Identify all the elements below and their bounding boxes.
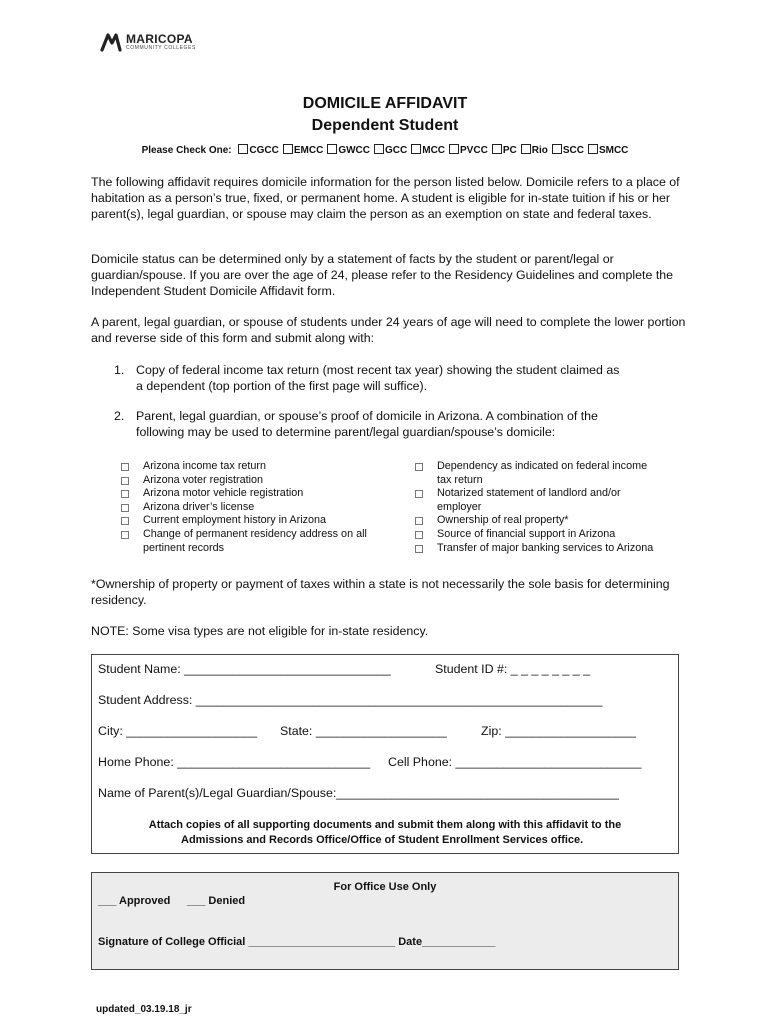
checkbox-icon bbox=[121, 517, 129, 525]
college-option-cgcc[interactable] bbox=[234, 145, 278, 156]
list-item: Change of permanent residency address on all bbox=[121, 528, 401, 542]
checkbox-icon bbox=[121, 490, 129, 498]
list-item: Dependency as indicated on federal income bbox=[415, 460, 685, 474]
official-signature-field[interactable]: Signature of College Official ________________________ Date____________ bbox=[98, 936, 496, 948]
city-field[interactable]: City: ___________________ bbox=[98, 724, 258, 738]
checkbox-icon[interactable] bbox=[552, 144, 562, 154]
logo-subtitle: COMMUNITY COLLEGES bbox=[126, 45, 196, 51]
list-item: Ownership of real property* bbox=[415, 514, 685, 528]
college-option-label: GCC bbox=[385, 145, 408, 156]
office-use-section bbox=[91, 872, 679, 970]
attach-instruction-line2: Admissions and Records Office/Office of Student Enrollment Services office. bbox=[181, 834, 584, 846]
college-option-label: SMCC bbox=[598, 145, 629, 156]
college-option-smcc[interactable] bbox=[584, 145, 628, 156]
checkbox-icon[interactable] bbox=[411, 144, 421, 154]
college-option-label: SCC bbox=[562, 145, 584, 156]
list-item-continuation: pertinent records bbox=[143, 541, 225, 554]
page-subtitle: Dependent Student bbox=[311, 117, 459, 134]
college-option-pvcc[interactable] bbox=[445, 145, 488, 156]
checkbox-icon bbox=[415, 517, 423, 525]
home-phone-field[interactable]: Home Phone: ____________________________ bbox=[98, 755, 371, 769]
parent-name-field[interactable]: Name of Parent(s)/Legal Guardian/Spouse:_________________________________________ bbox=[98, 786, 619, 800]
college-option-pc[interactable] bbox=[488, 145, 517, 156]
checkbox-icon bbox=[415, 490, 423, 498]
college-option-rio[interactable] bbox=[517, 145, 548, 156]
numbered-item-2 bbox=[114, 408, 621, 440]
college-option-label: PVCC bbox=[460, 145, 488, 156]
checkbox-icon bbox=[121, 477, 129, 485]
list-item: Source of financial support in Arizona bbox=[415, 528, 685, 542]
college-option-scc[interactable] bbox=[548, 145, 584, 156]
item-number: 2. bbox=[114, 409, 125, 423]
checkbox-icon[interactable] bbox=[283, 144, 293, 154]
cell-phone-field[interactable]: Cell Phone: ___________________________ bbox=[388, 755, 642, 769]
college-option-label: PC bbox=[502, 145, 517, 156]
checkbox-icon[interactable] bbox=[492, 144, 502, 154]
list-item: Notarized statement of landlord and/or bbox=[415, 487, 685, 501]
state-field[interactable]: State: ___________________ bbox=[280, 724, 447, 738]
college-options bbox=[234, 145, 628, 156]
student-name-field[interactable]: Student Name: ______________________________ bbox=[98, 662, 391, 676]
checkbox-icon bbox=[415, 531, 423, 539]
intro-paragraph: The following affidavit requires domicile information for the person listed below. Domicile refers to a place of habitation as a person’s true, fixed, or permanent home. A student is eligible for in-state tuition if his or her parent(s), legal guardian, or spouse may claim the person as an exemption on state and federal taxes. bbox=[91, 175, 680, 221]
list-item: Arizona voter registration bbox=[121, 474, 401, 488]
maricopa-logo-icon bbox=[100, 31, 122, 53]
college-option-label: GWCC bbox=[338, 145, 370, 156]
list-item: Current employment history in Arizona bbox=[121, 514, 401, 528]
list-item: Transfer of major banking services to Arizona bbox=[415, 542, 685, 556]
student-address-field[interactable]: Student Address: ___________________________________________________________ bbox=[98, 693, 603, 707]
ownership-footnote: *Ownership of property or payment of taxes within a state is not necessarily the sole basis for determining residency. bbox=[91, 577, 670, 607]
list-item-continuation: tax return bbox=[437, 473, 483, 486]
visa-note: NOTE: Some visa types are not eligible for in-state residency. bbox=[91, 624, 429, 638]
checkbox-icon[interactable] bbox=[238, 144, 248, 154]
checkbox-icon[interactable] bbox=[521, 144, 531, 154]
proof-list-right bbox=[415, 460, 685, 555]
college-check-row bbox=[0, 144, 770, 156]
approved-field[interactable]: ___ Approved bbox=[98, 895, 171, 907]
item-text: Parent, legal guardian, or spouse’s proof of domicile in Arizona. A combination of the following may be used to determine parent/legal guardian/spouse’s domicile: bbox=[136, 409, 598, 439]
checkbox-icon[interactable] bbox=[449, 144, 459, 154]
checkbox-icon bbox=[121, 463, 129, 471]
college-option-gwcc[interactable] bbox=[323, 145, 370, 156]
check-one-label: Please Check One: bbox=[141, 145, 232, 156]
list-item: Arizona income tax return bbox=[121, 460, 401, 474]
checkbox-icon[interactable] bbox=[327, 144, 337, 154]
checkbox-icon[interactable] bbox=[588, 144, 598, 154]
page-title: DOMICILE AFFIDAVIT bbox=[302, 95, 468, 112]
checkbox-icon bbox=[415, 545, 423, 553]
requirements-paragraph: A parent, legal guardian, or spouse of students under 24 years of age will need to complete the lower portion and reverse side of this form and submit along with: bbox=[91, 315, 686, 345]
office-use-title: For Office Use Only bbox=[333, 881, 437, 893]
zip-field[interactable]: Zip: ___________________ bbox=[481, 724, 637, 738]
maricopa-logo bbox=[100, 31, 196, 53]
student-info-form bbox=[91, 654, 679, 854]
checkbox-icon bbox=[121, 504, 129, 512]
logo-name: MARICOPA bbox=[126, 32, 193, 46]
proof-list-left bbox=[121, 460, 401, 555]
college-option-emcc[interactable] bbox=[279, 145, 323, 156]
checkbox-icon bbox=[121, 531, 129, 539]
college-option-label: EMCC bbox=[293, 145, 324, 156]
college-option-mcc[interactable] bbox=[407, 145, 445, 156]
list-item: Arizona motor vehicle registration bbox=[121, 487, 401, 501]
attach-instruction-line1: Attach copies of all supporting documents and submit them along with this affidavit to the bbox=[148, 819, 622, 831]
college-option-label: CGCC bbox=[249, 145, 279, 156]
denied-field[interactable]: ___ Denied bbox=[187, 895, 246, 907]
list-item-continuation: employer bbox=[437, 500, 482, 513]
college-option-label: Rio bbox=[531, 145, 548, 156]
item-number: 1. bbox=[114, 363, 125, 377]
numbered-item-1 bbox=[114, 362, 621, 394]
college-option-label: MCC bbox=[422, 145, 446, 156]
student-id-field[interactable]: Student ID #: _ _ _ _ _ _ _ _ bbox=[435, 662, 590, 676]
item-text: Copy of federal income tax return (most recent tax year) showing the student claimed as a dependent (top portion of the first page will suffice). bbox=[136, 363, 620, 393]
checkbox-icon[interactable] bbox=[374, 144, 384, 154]
revision-footer: updated_03.19.18_jr bbox=[96, 1004, 192, 1015]
checkbox-icon bbox=[415, 463, 423, 471]
college-option-gcc[interactable] bbox=[370, 145, 407, 156]
domicile-status-paragraph: Domicile status can be determined only by a statement of facts by the student or parent/legal or guardian/spouse. If you are over the age of 24, please refer to the Residency Guidelines and complete the Independent Student Domicile Affidavit form. bbox=[91, 252, 674, 298]
list-item: Arizona driver’s license bbox=[121, 501, 401, 515]
